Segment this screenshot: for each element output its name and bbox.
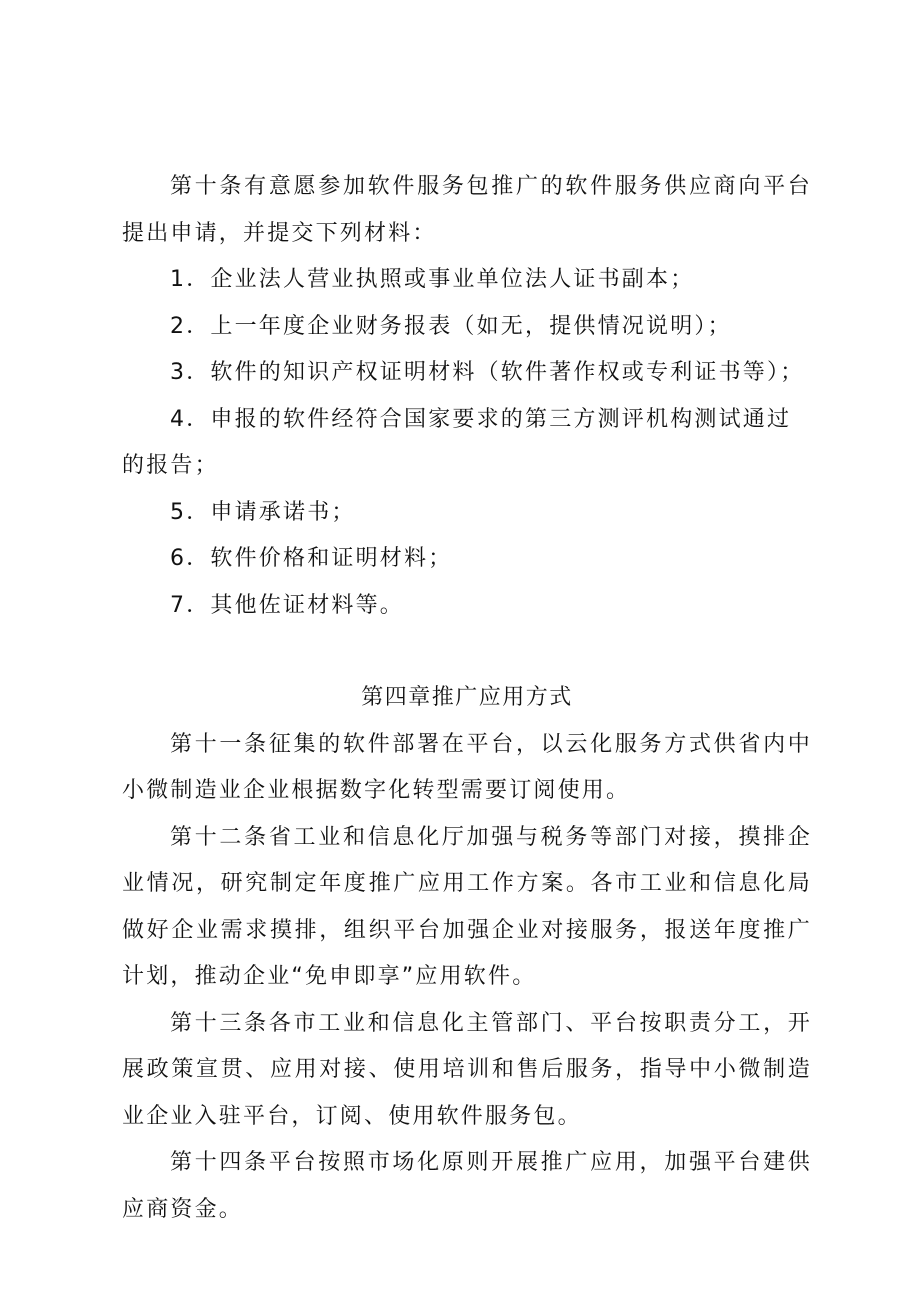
article-11-paragraph: 第十一条征集的软件部署在平台，以云化服务方式供省内中小微制造业企业根据数字化转型需要订阅使用。 (122, 731, 812, 803)
article-10-item-2: 2．上一年度企业财务报表（如无，提供情况说明）； (170, 313, 732, 339)
article-13-paragraph: 第十三条各市工业和信息化主管部门、平台按职责分工，开展政策宣贯、应用对接、使用培训和售后服务，指导中小微制造业企业入驻平台，订阅、使用软件服务包。 (122, 1010, 812, 1129)
article-10-item-4: 4．申报的软件经符合国家要求的第三方测评机构测试通过的报告； (122, 406, 792, 478)
article-10-item-6: 6．软件价格和证明材料； (170, 546, 453, 571)
chapter-4-heading: 第四章推广应用方式 (361, 685, 573, 710)
article-10-item-5: 5．申请承诺书； (170, 499, 356, 525)
article-10-item-3: 3．软件的知识产权证明材料（软件著作权或专利证书等）； (170, 360, 805, 385)
article-10-item-1: 1．企业法人营业执照或事业单位法人证书副本； (170, 267, 695, 292)
article-10-paragraph: 第十条有意愿参加软件服务包推广的软件服务供应商向平台提出申请，并提交下列材料： (122, 174, 812, 246)
article-14-paragraph: 第十四条平台按照市场化原则开展推广应用，加强平台建供应商资金。 (122, 1150, 812, 1222)
article-12-paragraph: 第十二条省工业和信息化厅加强与税务等部门对接，摸排企业情况，研究制定年度推广应用工作方案。各市工业和信息化局做好企业需求摸排，组织平台加强企业对接服务，报送年度推广计划，推动企业“免申即享”应用软件。 (122, 824, 812, 989)
article-10-item-7: 7．其他佐证材料等。 (170, 592, 404, 618)
document-body (122, 164, 812, 1233)
